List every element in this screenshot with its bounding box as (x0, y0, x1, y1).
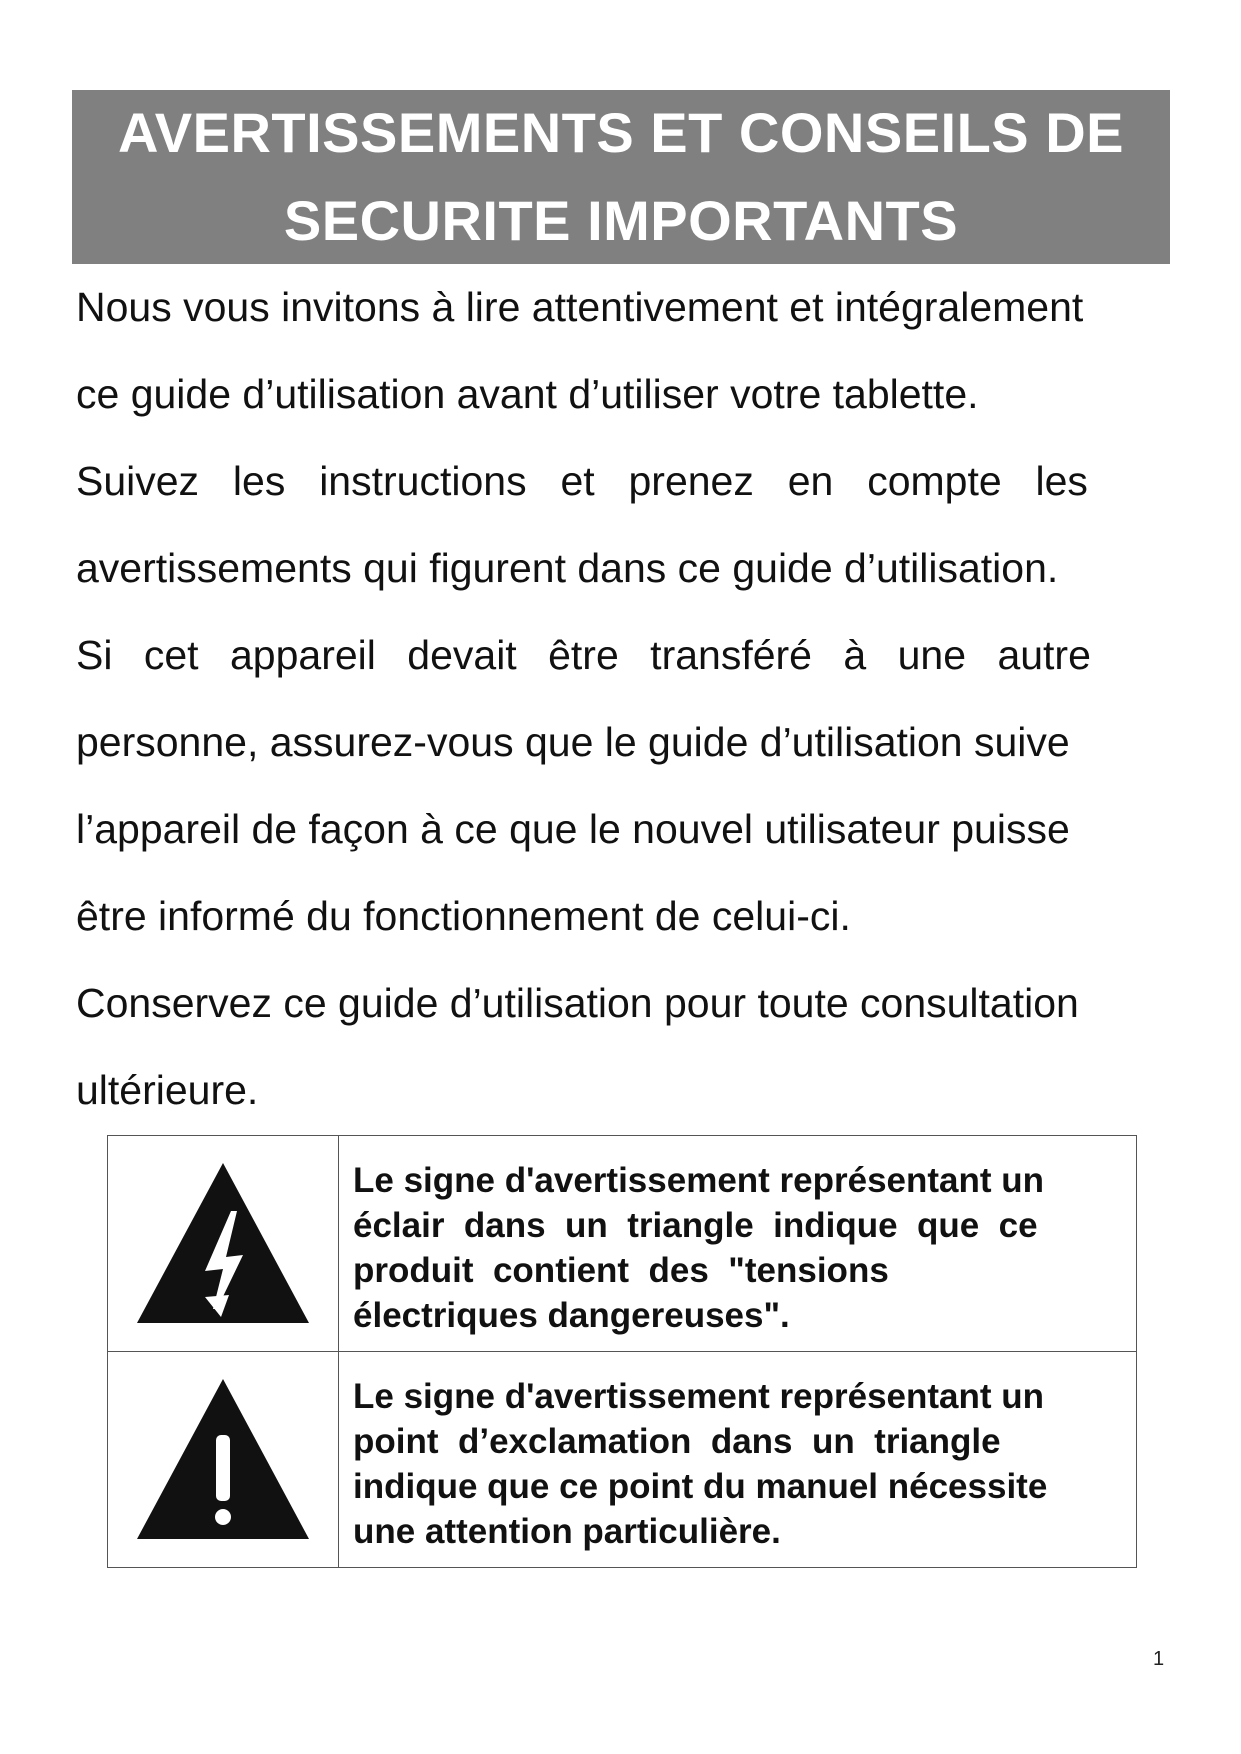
intro-word: être (548, 632, 619, 678)
warning-text-cell (339, 1136, 1137, 1352)
warning-symbols-table (107, 1135, 1137, 1568)
intro-line-4: avertissements qui figurent dans ce guide d’utilisation. (76, 545, 1059, 591)
warning-text-line: Le signe d'avertissement représentant un (353, 1377, 1045, 1416)
intro-word: devait (407, 632, 517, 678)
intro-line-5 (76, 612, 1091, 699)
warning-text-line: indique que ce point du manuel nécessite (353, 1467, 1048, 1506)
page-title-line-2: SECURITE IMPORTANTS (283, 189, 959, 252)
warning-text-line: produit contient des "tensions (353, 1251, 889, 1290)
intro-word: les (232, 458, 286, 504)
intro-line-9: Conservez ce guide d’utilisation pour toute consultation (76, 980, 1079, 1026)
table-row (108, 1352, 1137, 1568)
warning-icon-cell (108, 1136, 339, 1352)
intro-line-7: l’appareil de façon à ce que le nouvel utilisateur puisse (76, 806, 1070, 852)
page-title-line-1: AVERTISSEMENTS ET CONSEILS DE (117, 101, 1125, 164)
intro-word: autre (997, 632, 1091, 678)
intro-word: instructions (319, 458, 527, 504)
table-row (108, 1136, 1137, 1352)
warning-text-line: éclair dans un triangle indique que ce (353, 1206, 1038, 1245)
intro-word: prenez (628, 458, 754, 504)
intro-word: cet (143, 632, 199, 678)
warning-icon-cell (108, 1352, 339, 1568)
warning-text-line: électriques dangereuses". (353, 1296, 790, 1335)
title-banner (72, 90, 1170, 264)
intro-word: une (897, 632, 967, 678)
intro-word: à (843, 632, 867, 678)
intro-word: les (1035, 458, 1088, 504)
intro-word: appareil (229, 632, 376, 678)
intro-line-2: ce guide d’utilisation avant d’utiliser votre tablette. (76, 371, 979, 417)
exclamation-triangle-icon (133, 1375, 313, 1545)
lightning-triangle-icon (133, 1159, 313, 1329)
intro-paragraph (76, 264, 1170, 1134)
intro-word: transféré (650, 632, 812, 678)
intro-word: compte (867, 458, 1002, 504)
page-number: 1 (1153, 1648, 1165, 1670)
intro-line-6: personne, assurez-vous que le guide d’utilisation suive (76, 719, 1070, 765)
intro-line-10: ultérieure. (76, 1067, 259, 1113)
warning-text-line: Le signe d'avertissement représentant un (353, 1161, 1045, 1200)
warning-text-cell (339, 1352, 1137, 1568)
intro-line-1: Nous vous invitons à lire attentivement et intégralement (76, 284, 1084, 330)
intro-line-3 (76, 438, 1088, 525)
intro-word: Suivez (76, 458, 200, 504)
intro-word: Si (76, 632, 113, 678)
intro-line-8: être informé du fonctionnement de celui-ci. (76, 893, 851, 939)
warning-text-line: point d’exclamation dans un triangle (353, 1422, 1001, 1461)
intro-word: en (787, 458, 834, 504)
intro-word: et (560, 458, 595, 504)
warning-text-line: une attention particulière. (353, 1512, 781, 1551)
